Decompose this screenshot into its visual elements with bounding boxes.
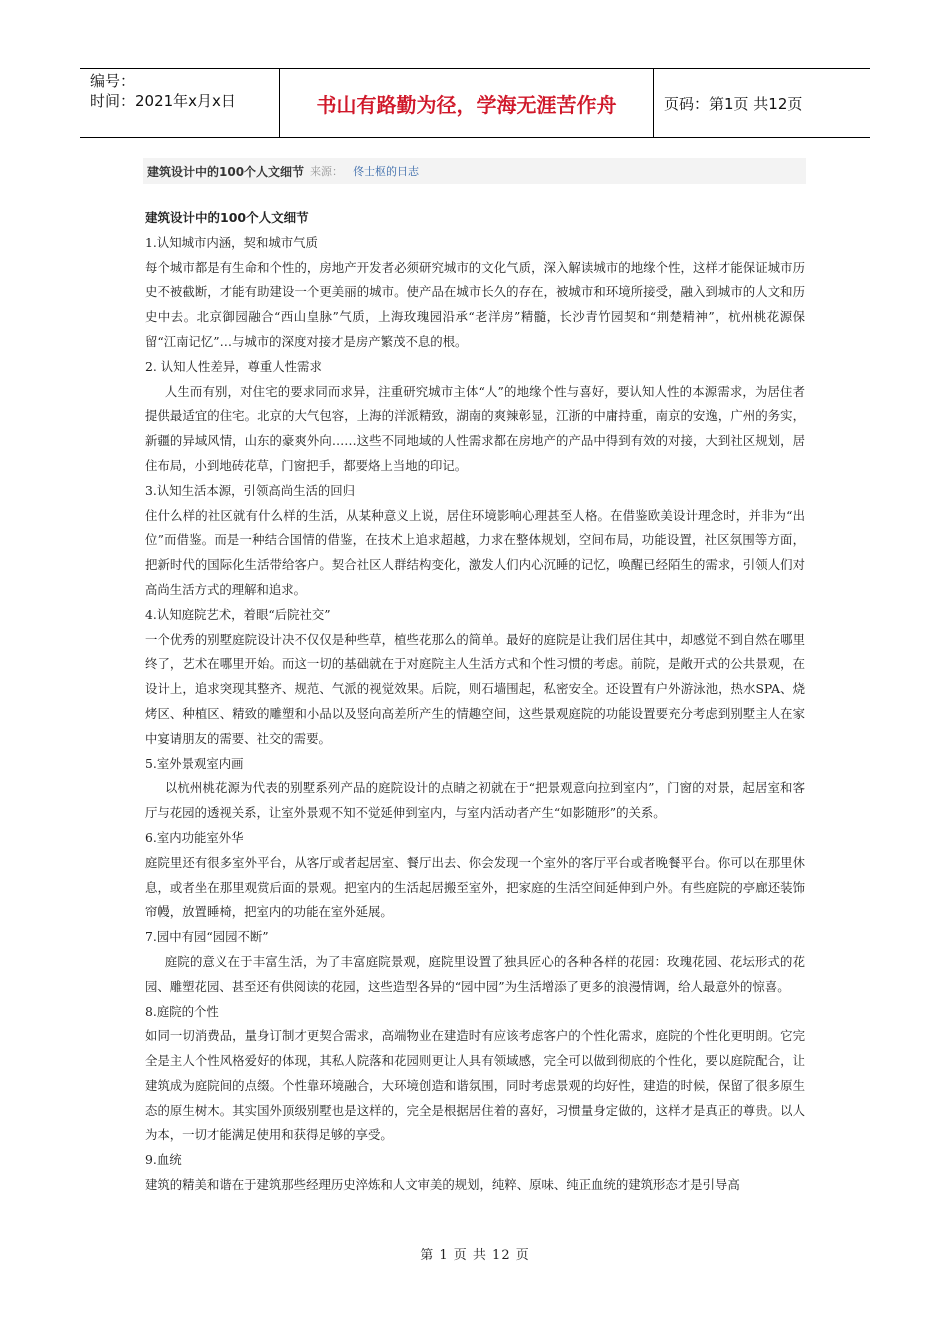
section-heading: 6.室内功能室外华: [145, 829, 244, 845]
source-title: 建筑设计中的100个人文细节: [147, 164, 305, 179]
header-page-code: 页码：第1页 共12页: [664, 94, 803, 113]
section-text: 人生而有别，对住宅的要求同而求异，注重研究城市主体“人”的地缘个性与喜好，要认知人性的本源需求，为居住者提供最适宜的住宅。北京的大气包容，上海的洋派精致，湖南的爽辣彰显，江浙的中庸持重，南京的安逸，广州的务实，新疆的异域风情，山东的豪爽外向……这些不同地域的人性需求都在房地产的产品中得到有效的对接，大到社区规划，居住布局，小到地砖花草，门窗把手，都要烙上当地的印记。: [145, 383, 805, 473]
section-heading: 4.认知庭院艺术，着眼“后院社交”: [145, 606, 331, 622]
code-label: 编号：: [90, 72, 136, 90]
section-text: 庭院的意义在于丰富生活，为了丰富庭院景观，庭院里设置了独具匠心的各种各样的花园：玫瑰花园、花坛形式的花园、雕塑花园、甚至还有供阅读的花园，这些造型各异的“园中园”为生活增添了更多的浪漫情调，给人最意外的惊喜。: [145, 953, 805, 994]
header-meta: [80, 69, 280, 137]
section-heading: 1.认知城市内涵，契和城市气质: [145, 234, 318, 250]
section-heading: 9.血统: [145, 1152, 182, 1168]
section-text: 以杭州桃花源为代表的别墅系列产品的庭院设计的点睛之初就在于“把景观意向拉到室内”，门窗的对景，起居室和客厅与花园的透视关系，让室外景观不知不觉延伸到室内，与室内活动者产生“如影随形”的关系。: [145, 780, 805, 821]
section-text: 住什么样的社区就有什么样的生活，从某种意义上说，居住环境影响心理甚至人格。在借鉴欧美设计理念时，并非为“出位”而借鉴。而是一种结合国情的借鉴，在技术上追求超越，力求在整体规划，空间布局，功能设置，社区氛围等方面，把新时代的国际化生活带给客户。契合社区人群结构变化，激发人们内心沉睡的记忆，唤醒已经陌生的需求，引领人们对高尚生活方式的理解和追求。: [145, 507, 805, 597]
source-link[interactable]: 佟士枢的日志: [353, 165, 420, 178]
document-header: [80, 68, 870, 138]
page-footer: 第 1 页 共 12 页: [420, 1248, 530, 1263]
section-heading: 7.园中有园“园园不断”: [145, 929, 269, 945]
article-body: [145, 206, 805, 1198]
source-label: 来源：: [310, 165, 344, 178]
section-heading: 5.室外景观室内画: [145, 755, 244, 771]
section-heading: 8.庭院的个性: [145, 1003, 219, 1019]
section-text: 每个城市都是有生命和个性的，房地产开发者必须研究城市的文化气质，深入解读城市的地缘个性，这样才能保证城市历史不被截断，才能有助建设一个更美丽的城市。使产品在城市长久的存在，被城市和环境所接受，融入到城市的人文和历史中去。北京御园融合“西山皇脉”气质，上海玫瑰园沿承“老洋房”精髓，长沙青竹园契和“荆楚精神”，杭州桃花源保留“江南记忆”…与城市的深度对接才是房产繁茂不息的根。: [145, 259, 805, 349]
section-text: 如同一切消费品，量身订制才更契合需求，高端物业在建造时有应该考虑客户的个性化需求，庭院的个性化更明朗。它完全是主人个性风格爱好的体现，其私人院落和花园则更让人具有领域感，完全可以做到彻底的个性化，要以庭院配合，让建筑成为庭院间的点缀。个性靠环境融合，大环境创造和谐氛围，同时考虑景观的均好性，建造的时候，保留了很多原生态的原生树木。其实国外顶级别墅也是这样的，完全是根据居住着的喜好，习惯量身定做的，这样才是真正的尊贵。以人为本，一切才能满足使用和获得足够的享受。: [145, 1028, 805, 1143]
time-label: 时间：2021年x月x日: [90, 92, 236, 110]
section-heading: 2. 认知人性差异，尊重人性需求: [145, 358, 322, 374]
article-title: 建筑设计中的100个人文细节: [145, 210, 309, 225]
header-motto: 书山有路勤为径，学海无涯苦作舟: [280, 69, 654, 137]
section-text: 庭院里还有很多室外平台，从客厅或者起居室、餐厅出去、你会发现一个室外的客厅平台或者晚餐平台。你可以在那里休息，或者坐在那里观赏后面的景观。把室内的生活起居搬至室外，把家庭的生活空间延伸到户外。有些庭院的亭廊还装饰帘幔，放置睡椅，把室内的功能在室外延展。: [145, 854, 805, 920]
section-text: 建筑的精美和谐在于建筑那些经理历史淬炼和人文审美的规划，纯粹、原味、纯正血统的建筑形态才是引导高: [145, 1177, 740, 1193]
section-heading: 3.认知生活本源，引领高尚生活的回归: [145, 482, 356, 498]
source-bar: [143, 158, 806, 184]
section-text: 一个优秀的别墅庭院设计决不仅仅是种些草，植些花那么的简单。最好的庭院是让我们居住其中，却感觉不到自然在哪里终了，艺术在哪里开始。而这一切的基础就在于对庭院主人生活方式和个性习惯的考虑。前院，是敞开式的公共景观，在设计上，追求突现其整齐、规范、气派的视觉效果。后院，则石墙围起，私密安全。还设置有户外游泳池，热水SPA、烧烤区、种植区、精致的雕塑和小品以及竖向高差所产生的情趣空间，这些景观庭院的功能设置要充分考虑到别墅主人在家中宴请朋友的需要、社交的需要。: [145, 631, 805, 746]
